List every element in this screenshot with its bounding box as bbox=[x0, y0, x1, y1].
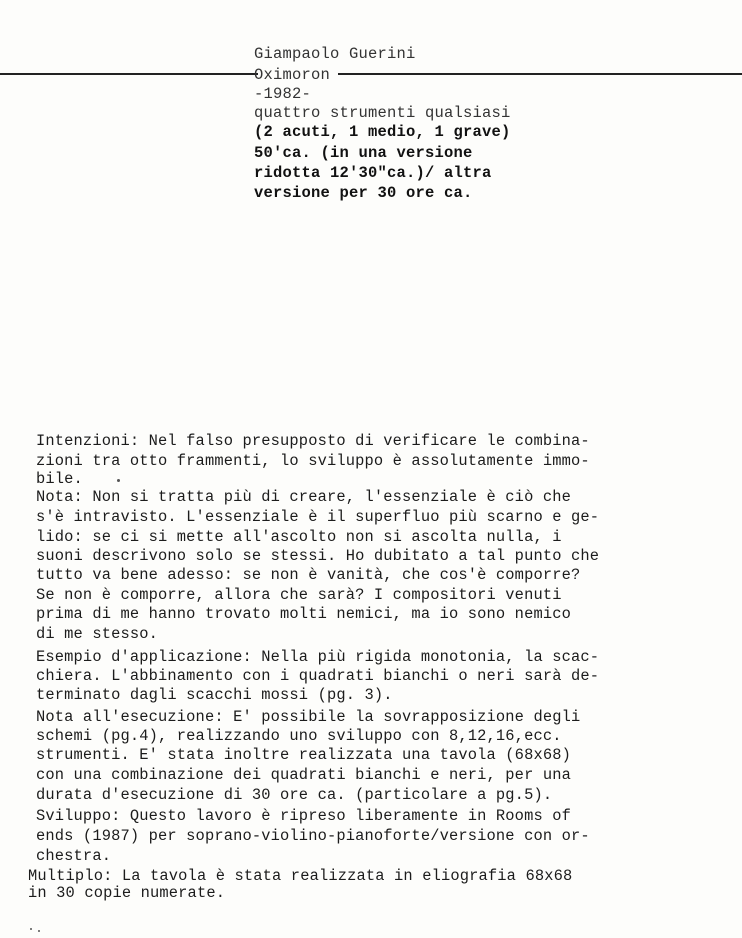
intenzioni-line-2: zioni tra otto frammenti, lo sviluppo è assolutamente immo- bbox=[36, 452, 590, 470]
nota-line-1: Nota: Non si tratta più di creare, l'essenziale è ciò che bbox=[36, 488, 571, 506]
intenzioni-line-3: bile. bbox=[36, 470, 83, 488]
nota-line-6: Se non è comporre, allora che sarà? I compositori venuti bbox=[36, 586, 562, 604]
esempio-line-3: terminato dagli scacchi mossi (pg. 3). bbox=[36, 686, 393, 704]
esempio-line-1: Esempio d'applicazione: Nella più rigida monotonia, la scac- bbox=[36, 648, 600, 666]
esecuzione-line-1: Nota all'esecuzione: E' possibile la sovrapposizione degli bbox=[36, 708, 581, 726]
esecuzione-line-5: durata d'esecuzione di 30 ore ca. (particolare a pg.5). bbox=[36, 786, 553, 804]
sviluppo-line-3: chestra. bbox=[36, 847, 112, 865]
intenzioni-line-1: Intenzioni: Nel falso presupposto di verificare le combina- bbox=[36, 432, 590, 450]
author-name: Giampaolo Guerini bbox=[254, 45, 416, 63]
duration-line-2: ridotta 12'30"ca.)/ altra bbox=[254, 164, 492, 182]
nota-line-4: suoni descrivono solo se stessi. Ho dubitato a tal punto che bbox=[36, 547, 600, 565]
header-rule-left bbox=[0, 73, 258, 75]
esecuzione-line-3: strumenti. E' stata inoltre realizzata una tavola (68x68) bbox=[36, 746, 571, 764]
header-rule-right bbox=[338, 73, 742, 75]
work-year: -1982- bbox=[254, 85, 312, 103]
nota-line-8: di me stesso. bbox=[36, 625, 159, 643]
esempio-line-2: chiera. L'abbinamento con i quadrati bianchi o neri sarà de- bbox=[36, 667, 600, 685]
duration-line-1: 50'ca. (in una versione bbox=[254, 144, 473, 162]
esecuzione-line-4: con una combinazione dei quadrati bianchi e neri, per una bbox=[36, 766, 571, 784]
multiplo-line-1: Multiplo: La tavola è stata realizzata in eliografia 68x68 bbox=[28, 867, 573, 885]
multiplo-line-2: in 30 copie numerate. bbox=[28, 884, 226, 902]
nota-line-7: prima di me hanno trovato molti nemici, ma io sono nemico bbox=[36, 605, 571, 623]
nota-line-3: lido: se ci si mette all'ascolto non si ascolta nulla, i bbox=[36, 528, 562, 546]
paper-speck bbox=[117, 479, 120, 482]
esecuzione-line-2: schemi (pg.4), realizzando uno sviluppo con 8,12,16,ecc. bbox=[36, 727, 562, 745]
duration-line-3: versione per 30 ore ca. bbox=[254, 184, 473, 202]
nota-line-2: s'è intravisto. L'essenziale è il superfluo più scarno e ge- bbox=[36, 508, 600, 526]
sviluppo-line-1: Sviluppo: Questo lavoro è ripreso liberamente in Rooms of bbox=[36, 807, 571, 825]
paper-speck bbox=[38, 930, 40, 932]
instrumentation-line-2: (2 acuti, 1 medio, 1 grave) bbox=[254, 123, 511, 141]
nota-line-5: tutto va bene adesso: se non è vanità, che cos'è comporre? bbox=[36, 566, 581, 584]
instrumentation-line-1: quattro strumenti qualsiasi bbox=[254, 104, 511, 122]
work-title: Oximoron bbox=[254, 66, 331, 84]
sviluppo-line-2: ends (1987) per soprano-violino-pianoforte/versione con or- bbox=[36, 827, 590, 845]
paper-speck bbox=[30, 928, 32, 930]
